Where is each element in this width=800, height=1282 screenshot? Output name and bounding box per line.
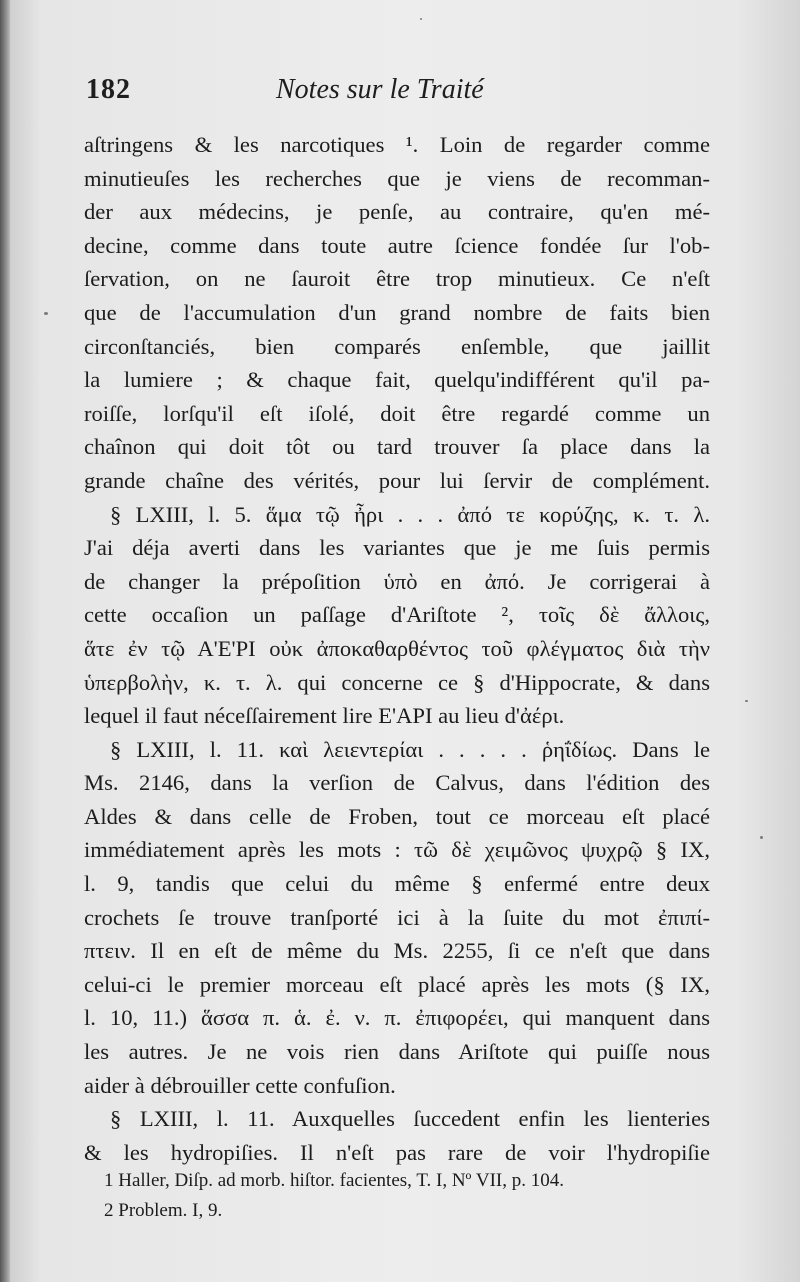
text-line: roiſſe, lorſqu'il eſt iſolé, doit être regardé comme un <box>84 400 710 426</box>
section-line: § LXIII, l. 11. καὶ λειεντερίαι . . . . . ῥηΐδίως. Dans le <box>110 736 710 762</box>
text-line: chaînon qui doit tôt ou tard trouver ſa place dans la <box>84 434 710 460</box>
text-line: celui-ci le premier morceau eſt placé après les mots (§ IX, <box>84 971 710 997</box>
body-text <box>84 128 710 1169</box>
text-line: circonſtanciés, bien comparés enſemble, que jaillit <box>84 333 710 359</box>
text-line: grande chaîne des vérités, pour lui ſervir de complément. <box>84 467 710 493</box>
footnotes <box>104 1166 714 1226</box>
text-line: J'ai déja averti dans les variantes que je me ſuis permis <box>84 535 710 561</box>
text-line: que de l'accumulation d'un grand nombre de faits bien <box>84 299 710 325</box>
text-line: der aux médecins, je penſe, au contraire, qu'en mé- <box>84 199 710 225</box>
text-line: l. 9, tandis que celui du même § enfermé entre deux <box>84 871 710 897</box>
text-line: Aldes & dans celle de Froben, tout ce morceau eſt placé <box>84 803 710 829</box>
page-header <box>86 74 716 114</box>
text-line: lequel il faut néceſſairement lire Ε'ΑΡΙ au lieu d'ἀέρι. <box>84 703 565 729</box>
text-line: l. 10, 11.) ἅσσα π. ἁ. ἐ. ν. π. ἐπιφορέει, qui manquent dans <box>84 1005 710 1031</box>
footnote: 2 Problem. I, 9. <box>104 1200 223 1221</box>
text-line: ὑπερβολὴν, κ. τ. λ. qui concerne ce § d'Hippocrate, & dans <box>84 669 710 695</box>
text-line: les autres. Je ne vois rien dans Ariſtote qui puiſſe nous <box>84 1039 710 1065</box>
page-number: 182 <box>86 74 131 105</box>
text-line: aider à débrouiller cette confuſion. <box>84 1072 396 1098</box>
footnote: 1 Haller, Diſp. ad morb. hiſtor. facientes, T. I, Nº VII, p. 104. <box>104 1170 564 1191</box>
text-line: de changer la prépoſition ὑπὸ en ἀπό. Je corrigerai à <box>84 568 710 594</box>
section-line: § LXIII, l. 5. ἅμα τῷ ἦρι . . . ἀπό τε κορύζης, κ. τ. λ. <box>110 501 710 527</box>
text-line: crochets ſe trouve tranſporté ici à la ſuite du mot ἐπιπί- <box>84 904 710 930</box>
text-line: decine, comme dans toute autre ſcience fondée ſur l'ob- <box>84 232 710 258</box>
running-title: Notes sur le Traité <box>276 74 484 105</box>
text-line: ἅτε ἐν τῷ Α'Ε'ΡΙ οὐκ ἀποκαθαρθέντος τοῦ φλέγματος διὰ τὴν <box>84 635 710 661</box>
text-line: minutieuſes les recherches que je viens de recomman- <box>84 165 710 191</box>
text-line: immédiatement après les mots : τῶ δὲ χειμῶνος ψυχρῷ § IX, <box>84 837 710 863</box>
text-line: aſtringens & les narcotiques ¹. Loin de regarder comme <box>84 132 710 157</box>
section-line: § LXIII, l. 11. Auxquelles ſuccedent enfin les lienteries <box>110 1106 710 1132</box>
text-line: cette occaſion un paſſage d'Ariſtote ², τοῖς δὲ ἄλλοις, <box>84 602 710 628</box>
text-line: ſervation, on ne ſauroit être trop minutieux. Ce n'eſt <box>84 266 710 292</box>
text-line: πτειν. Il en eſt de même du Ms. 2255, ſi ce n'eſt que dans <box>84 938 710 964</box>
text-line: & les hydropiſies. Il n'eſt pas rare de voir l'hydropiſie <box>84 1139 710 1165</box>
text-line: Ms. 2146, dans la verſion de Calvus, dans l'édition des <box>84 770 710 796</box>
text-line: la lumiere ; & chaque fait, quelqu'indifférent qu'il pa- <box>84 367 710 393</box>
